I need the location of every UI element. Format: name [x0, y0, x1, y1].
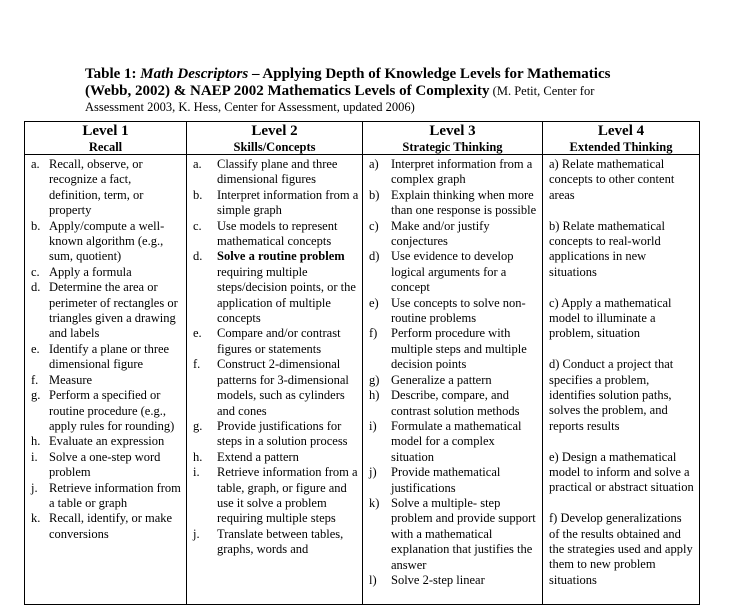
header-row [25, 122, 700, 155]
list-item-text: Retrieve information from a table or graph [49, 480, 181, 510]
level-4-item: a) Relate mathematical concepts to other content areas [549, 157, 675, 202]
list-marker: b. [31, 218, 41, 233]
level-4-item: f) Develop generalizations of the results obtained and the strategies used and apply them to new problem situations [549, 511, 693, 587]
list-item [363, 188, 542, 219]
list-item [363, 465, 542, 496]
body-row [25, 155, 700, 605]
level-3-descriptors [363, 155, 543, 605]
list-item [187, 249, 362, 326]
list-marker: d) [369, 249, 380, 264]
list-item [25, 265, 186, 280]
list-marker: h) [369, 388, 380, 403]
list-item-text [217, 249, 362, 326]
title-line2-bold: (Webb, 2002) & NAEP 2002 Mathematics Levels of Complexity [85, 83, 490, 99]
title-label: Table 1: [85, 66, 141, 82]
list-item [187, 219, 362, 250]
list-item [25, 280, 186, 342]
list-marker: a. [31, 157, 40, 171]
list-item-text: Provide mathematical justifications [391, 465, 501, 495]
level-4-item: c) Apply a mathematical model to illuminate a problem, situation [549, 295, 672, 341]
list-item [187, 157, 362, 188]
title-rest: – Applying Depth of Knowledge Levels for Mathematics [248, 66, 611, 82]
list-item-text: Perform procedure with multiple steps and multiple decision points [391, 326, 527, 372]
list-item [363, 296, 542, 327]
list-item-text: Classify plane and three dimensional figures [217, 157, 338, 187]
list-marker: j. [31, 480, 38, 495]
list-item [25, 219, 186, 265]
list-item [363, 249, 542, 295]
list-item-text: Compare and/or contrast figures or statements [217, 326, 341, 356]
list-marker: g. [193, 418, 203, 433]
list-marker: j) [369, 465, 377, 480]
list-marker: e. [31, 341, 40, 356]
list-item-text: Identify a plane or three dimensional figure [49, 341, 170, 372]
list-item-rest: requiring multiple steps/decision points, or the application of multiple concepts [217, 264, 356, 326]
list-item-text: Formulate a mathematical model for a complex situation [391, 418, 522, 464]
title-line-1 [85, 66, 645, 83]
level-2-descriptors [187, 155, 363, 605]
list-item [25, 434, 186, 449]
list-item [363, 157, 542, 188]
table-title [85, 66, 645, 115]
list-marker: k) [369, 495, 380, 510]
list-marker: a. [193, 157, 202, 171]
list-item-text: Apply/compute a well-known algorithm (e.g., sum, quotient) [49, 218, 165, 264]
list-item-text: Use evidence to develop logical arguments for a concept [391, 249, 514, 295]
title-italic: Math Descriptors [140, 66, 249, 82]
list-marker: h. [193, 449, 203, 464]
list-item-text: Translate between tables, graphs, words and [217, 526, 344, 557]
list-marker: a) [369, 157, 379, 171]
list-marker: b. [193, 187, 203, 202]
list-item-text: Construct 2-dimensional patterns for 3-dimensional models, such as cylinders and cones [217, 357, 349, 418]
list-item [187, 450, 362, 465]
list-item-text: Describe, compare, and contrast solution methods [391, 388, 520, 418]
list-item [25, 450, 186, 481]
list-item [25, 373, 186, 388]
list-item-text: Determine the area or perimeter of rectangles or triangles given a drawing and labels [49, 280, 178, 341]
list-marker: c. [193, 218, 202, 233]
list-item-text: Recall, observe, or recognize a fact, definition, term, or property [49, 157, 144, 218]
list-item [363, 573, 542, 588]
list-item-text: Solve a one-step word problem [49, 449, 161, 480]
list-item [363, 373, 542, 388]
list-item-text: Use concepts to solve non-routine problems [391, 295, 526, 326]
list-item [187, 357, 362, 419]
list-marker: j. [193, 526, 200, 541]
list-item [363, 388, 542, 419]
list-item [187, 419, 362, 450]
list-item-text: Solve a multiple- step problem and provide support with a mathematical explanation that justifies the answer [391, 495, 536, 572]
list-item [187, 326, 362, 357]
list-item-text: Use models to represent mathematical concepts [217, 218, 338, 249]
list-marker: k. [31, 511, 41, 526]
list-item-text: Interpret information from a simple graph [217, 187, 359, 218]
list-item [25, 511, 186, 542]
title-line-2 [85, 83, 645, 100]
list-marker: g. [31, 388, 41, 403]
list-item-text: Evaluate an expression [49, 434, 165, 449]
level-4-item: e) Design a mathematical model to inform and solve a practical or abstract situation [549, 449, 694, 495]
list-item-text: Extend a pattern [217, 449, 299, 464]
list-marker: e) [369, 295, 379, 310]
level-1-descriptors [25, 155, 187, 605]
level-4-item: d) Conduct a project that specifies a problem, identifies solution paths, solves the problem, and reports results [549, 357, 674, 433]
list-item [187, 188, 362, 219]
dok-table-wrap [24, 121, 699, 605]
level-4-descriptors [543, 155, 700, 605]
header-level-3: Level 3 Strategic Thinking [363, 122, 543, 155]
list-item [187, 527, 362, 558]
list-item [25, 157, 186, 219]
header-level-1: Level 1 Recall [25, 122, 187, 155]
list-marker: c. [31, 264, 40, 279]
list-marker: f. [31, 372, 39, 387]
list-marker: b) [369, 187, 380, 202]
header-level-2: Level 2 Skills/Concepts [187, 122, 363, 155]
list-item-text: Provide justifications for steps in a solution process [217, 418, 348, 449]
list-marker: g) [369, 372, 380, 387]
list-item [25, 342, 186, 373]
list-item [363, 496, 542, 573]
title-credit: (M. Petit, Center for [489, 84, 595, 98]
list-marker: f. [193, 357, 201, 372]
list-marker: h. [31, 434, 41, 449]
list-item [363, 326, 542, 372]
list-item [363, 419, 542, 465]
list-item [187, 465, 362, 527]
list-item [25, 481, 186, 512]
dok-table [24, 121, 700, 605]
list-marker: l) [369, 572, 377, 587]
list-marker: d. [31, 280, 41, 295]
list-item-bold: Solve a routine problem [217, 249, 345, 264]
list-item-text: Retrieve information from a table, graph, or figure and use it solve a problem requiring multiple steps [217, 465, 358, 526]
list-item-text: Explain thinking when more than one response is possible [391, 187, 537, 218]
list-item-text: Recall, identify, or make conversions [49, 511, 173, 541]
list-marker: i) [369, 418, 377, 433]
list-item-text: Apply a formula [49, 264, 132, 279]
list-item-text: Make and/or justify conjectures [391, 218, 490, 249]
list-item-text: Perform a specified or routine procedure (e.g., apply rules for rounding) [49, 388, 175, 433]
header-level-4: Level 4 Extended Thinking [543, 122, 700, 155]
list-marker: c) [369, 218, 379, 233]
list-marker: i. [31, 449, 38, 464]
title-credit-line: Assessment 2003, K. Hess, Center for Assessment, updated 2006) [85, 100, 415, 114]
list-marker: i. [193, 465, 200, 480]
list-item-text: Measure [49, 372, 93, 387]
list-item-text: Generalize a pattern [391, 372, 492, 387]
level-4-item: b) Relate mathematical concepts to real-world applications in new situations [549, 218, 665, 279]
list-marker: f) [369, 326, 378, 341]
list-item [25, 388, 186, 434]
list-item-text: Interpret information from a complex graph [391, 157, 533, 187]
list-item [363, 219, 542, 250]
list-marker: e. [193, 326, 202, 341]
list-marker: d. [193, 249, 203, 264]
list-item-text: Solve 2-step linear [391, 572, 485, 587]
